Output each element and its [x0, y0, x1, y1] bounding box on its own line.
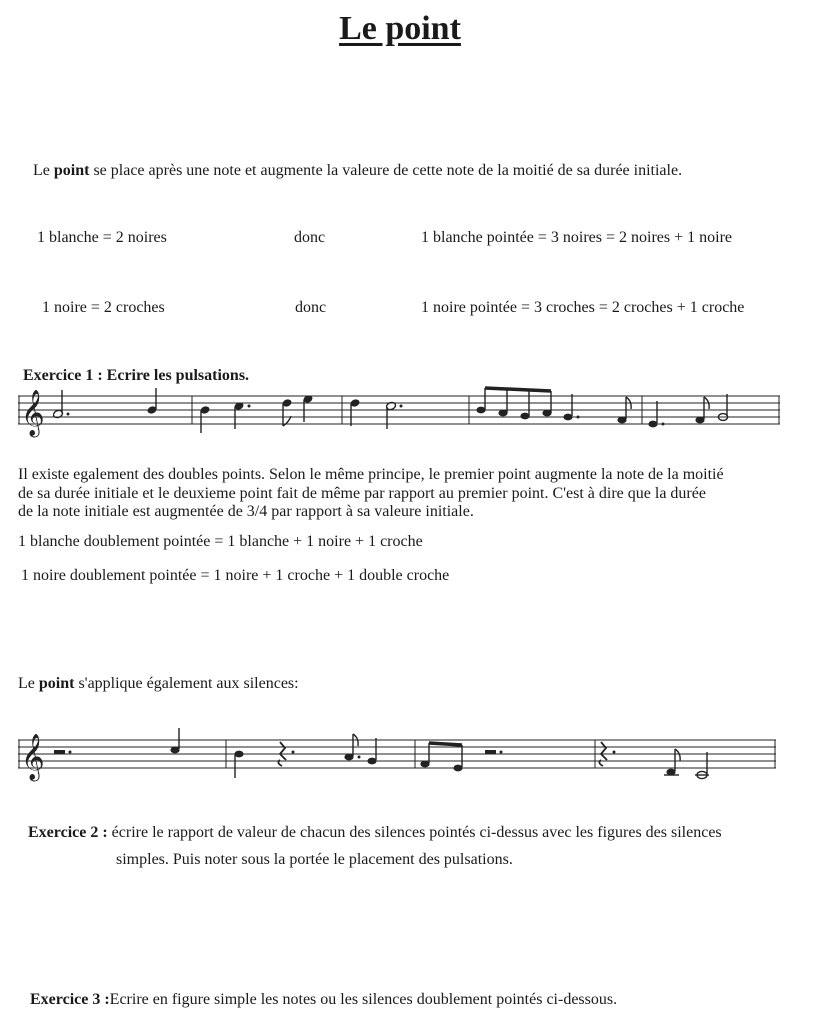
exercise-3-label: Exercice 3 : — [30, 991, 110, 1008]
silences-bold-word: point — [38, 675, 75, 692]
silences-text: s'applique également aux silences: — [74, 675, 299, 692]
double-points-equation-1: 1 blanche doublement pointée = 1 blanche + 1 noire + 1 croche — [18, 533, 423, 550]
rule-2-mid: donc — [295, 299, 327, 316]
exercise-2-line-2: simples. Puis noter sous la portée le placement des pulsations. — [116, 851, 513, 868]
treble-clef-icon: 𝄞 — [21, 390, 45, 436]
rule-1-left: 1 blanche = 2 noires — [37, 229, 167, 246]
double-points-line-3: de la note initiale est augmentée de 3/4 par rapport à sa valeure initiale. — [18, 503, 474, 520]
double-points-line-2: de sa durée initiale et le deuxieme point fait de même par rapport au premier point. C'est à dire que la durée — [18, 485, 706, 502]
intro-bold-word: point — [53, 162, 90, 179]
intro-prefix: Le — [33, 162, 54, 179]
double-points-equation-2: 1 noire doublement pointée = 1 noire + 1 croche + 1 double croche — [21, 567, 450, 584]
exercise-3-line — [30, 991, 617, 1009]
rule-1-mid: donc — [294, 229, 326, 246]
silences-paragraph — [18, 675, 299, 693]
page-title: Le point — [339, 10, 461, 47]
music-staff-1 — [18, 384, 784, 444]
silences-prefix: Le — [18, 675, 39, 692]
rule-1-right: 1 blanche pointée = 3 noires = 2 noires + 1 noire — [421, 229, 732, 246]
staff-2-notes — [54, 728, 709, 779]
music-staff-2 — [18, 728, 784, 788]
exercise-3-text: Ecrire en figure simple les notes ou les silences doublement pointés ci-dessous. — [109, 991, 618, 1008]
exercise-2-line-1 — [28, 824, 722, 842]
double-points-line-1: Il existe egalement des doubles points. Selon le même principe, le premier point augmente la note de la moitié — [18, 466, 724, 483]
intro-paragraph — [33, 162, 682, 180]
exercise-2-label: Exercice 2 : — [28, 824, 108, 841]
exercise-1-label: Exercice 1 : Ecrire les pulsations. — [23, 367, 250, 384]
exercise-2-text: écrire le rapport de valeur de chacun des silences pointés ci-dessus avec les figures des silences — [107, 824, 722, 841]
rule-2-right: 1 noire pointée = 3 croches = 2 croches + 1 croche — [421, 299, 745, 316]
treble-clef-icon: 𝄞 — [21, 734, 45, 780]
intro-text: se place après une note et augmente la valeure de cette note de la moitié de sa durée initiale. — [89, 162, 683, 179]
rule-2-left: 1 noire = 2 croches — [42, 299, 165, 316]
